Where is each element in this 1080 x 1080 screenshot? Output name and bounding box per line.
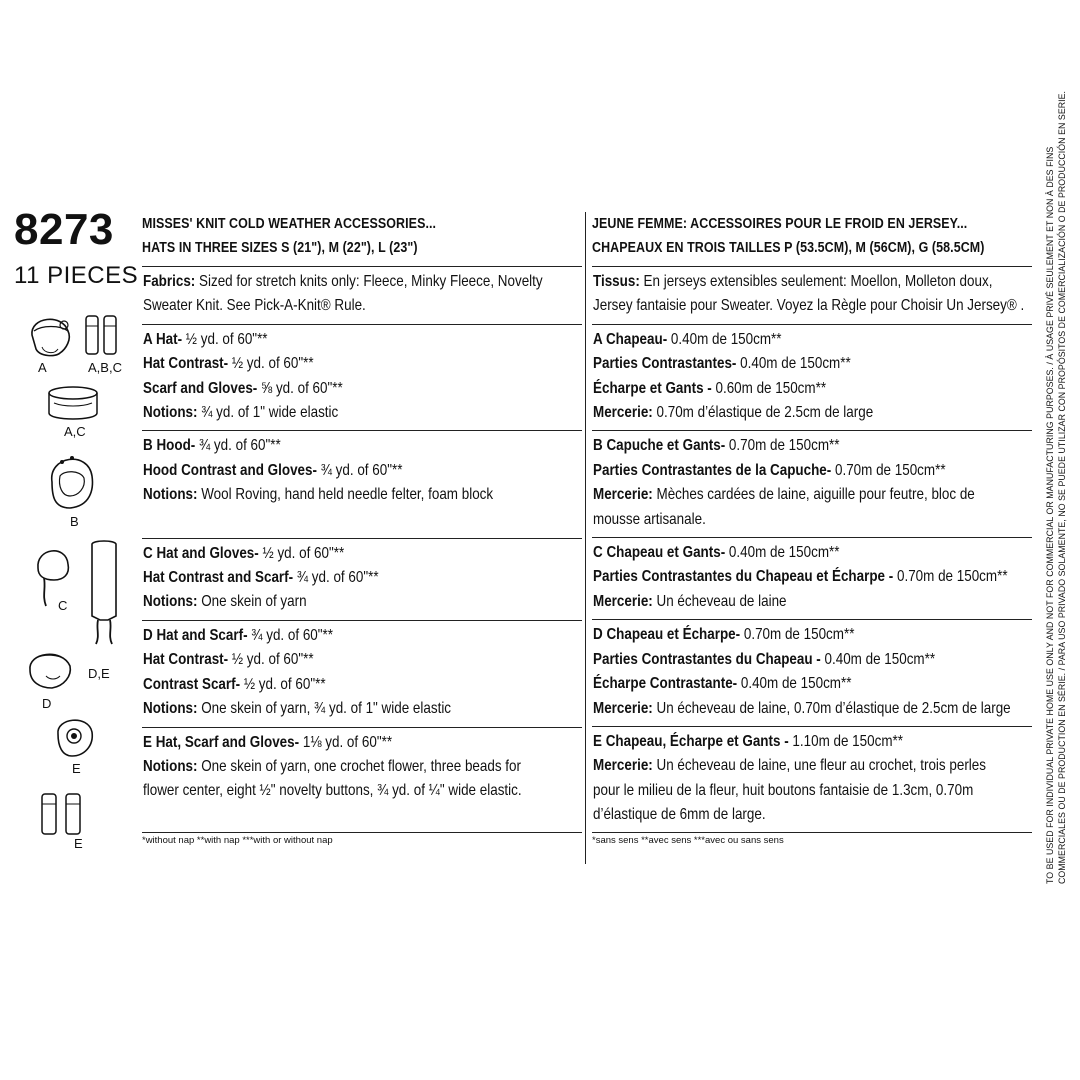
english-footnote: *without nap **with nap ***with or without nap <box>142 832 582 846</box>
hat-a-sketch-icon <box>22 305 80 363</box>
fr-e-text-1: 1.10m de 150cm** <box>788 732 903 750</box>
en-c-label-1: C Hat and Gloves- <box>143 544 259 562</box>
fr-e-text-2: Un écheveau de laine, une fleur au crochet, trois perles <box>652 757 986 775</box>
english-view-c <box>142 538 582 620</box>
en-e-label-1: E Hat, Scarf and Gloves- <box>143 733 300 751</box>
en-b-label-3: Notions: <box>143 486 198 504</box>
en-b-label-2: Hood Contrast and Gloves- <box>143 461 317 479</box>
en-e-text-2: One skein of yarn, one crochet flower, three beads for <box>197 757 521 775</box>
fr-e-text-3: pour le milieu de la fleur, huit boutons fantaisie de 1.3cm, 0.70m <box>593 781 974 799</box>
fr-b-text-4: mousse artisanale. <box>593 510 706 528</box>
en-d-label-1: D Hat and Scarf- <box>143 626 248 644</box>
legal-notice <box>1044 90 1078 884</box>
en-a-text-2: ½ yd. of 60"** <box>228 355 314 373</box>
english-title-2: HATS IN THREE SIZES S (21"), M (22"), L (23") <box>142 239 418 256</box>
fr-a-text-1: 0.40m de 150cm** <box>667 330 782 348</box>
fabrics-text-2: Sweater Knit. See Pick-A-Knit® Rule. <box>143 297 366 315</box>
fr-b-text-1: 0.70m de 150cm** <box>725 437 840 455</box>
thumb-label-e2: E <box>74 836 83 851</box>
fr-e-text-4: d’élastique de 6mm de large. <box>593 806 766 824</box>
pieces-count: 11 PIECES <box>14 262 139 289</box>
scarf-sketch-icon <box>84 538 124 648</box>
fr-d-label-2: Parties Contrastantes du Chapeau - <box>593 650 821 668</box>
thumb-label-e1: E <box>72 761 81 776</box>
thumb-label-d: D <box>42 696 52 711</box>
en-d-label-4: Notions: <box>143 700 198 718</box>
hood-sketch-icon <box>42 446 98 514</box>
fr-a-text-2: 0.40m de 150cm** <box>736 355 851 373</box>
thumb-label-abc: A,B,C <box>88 360 122 375</box>
en-c-label-2: Hat Contrast and Scarf- <box>143 569 294 587</box>
en-a-label-1: A Hat- <box>143 330 183 348</box>
fabrics-label: Fabrics: <box>143 273 196 290</box>
english-view-e <box>142 727 582 832</box>
english-view-a <box>142 324 582 431</box>
fr-b-label-3: Mercerie: <box>593 486 653 504</box>
fr-b-text-3: Mèches cardées de laine, aiguille pour feutre, bloc de <box>652 486 975 504</box>
fr-c-label-2: Parties Contrastantes du Chapeau et Écharpe - <box>593 568 894 586</box>
en-a-text-1: ½ yd. of 60"** <box>182 330 268 348</box>
french-title-2: CHAPEAUX EN TROIS TAILLES P (53.5CM), M (56CM), G (58.5CM) <box>592 239 985 256</box>
fr-d-text-2: 0.40m de 150cm** <box>820 650 936 668</box>
en-a-label-4: Notions: <box>143 404 198 422</box>
en-c-label-3: Notions: <box>143 593 198 611</box>
en-d-text-4: One skein of yarn, ¾ yd. of 1" wide elastic <box>197 700 452 718</box>
en-c-text-1: ½ yd. of 60"** <box>258 544 345 562</box>
legal-line-1: TO BE USED FOR INDIVIDUAL PRIVATE HOME USE ONLY AND NOT FOR COMMERCIAL OR MANUFACTURING PURPOSES. / À USAGE PRIVÉ SEULEMENT ET NON À DES FINS <box>1045 146 1055 884</box>
flower-hat-sketch-icon <box>52 710 96 760</box>
fr-c-label-3: Mercerie: <box>593 592 653 610</box>
en-e-text-1: 1⅛ yd. of 60"** <box>299 733 393 751</box>
fr-d-label-4: Mercerie: <box>593 699 653 717</box>
column-divider <box>585 212 586 864</box>
en-e-label-2: Notions: <box>143 757 198 775</box>
en-b-text-3: Wool Roving, hand held needle felter, foam block <box>197 486 494 504</box>
fr-a-label-2: Parties Contrastantes- <box>593 355 737 373</box>
en-b-text-1: ¾ yd. of 60"** <box>195 437 281 455</box>
en-c-text-2: ¾ yd. of 60"** <box>293 569 379 587</box>
en-b-label-1: B Hood- <box>143 437 196 455</box>
french-view-d <box>592 619 1032 726</box>
thumb-label-a: A <box>38 360 47 375</box>
french-column <box>592 212 1032 846</box>
en-e-text-3: flower center, eight ½" novelty buttons, ¾ yd. of ¼" wide elastic. <box>143 782 522 800</box>
french-view-b <box>592 430 1032 537</box>
french-view-e <box>592 726 1032 832</box>
fr-c-label-1: C Chapeau et Gants- <box>593 544 726 562</box>
fr-e-label-2: Mercerie: <box>593 757 653 775</box>
fr-a-label-3: Écharpe et Gants - <box>593 379 712 397</box>
fr-c-text-3: Un écheveau de laine <box>652 592 787 610</box>
fr-d-label-1: D Chapeau et Écharpe- <box>593 626 741 644</box>
en-d-text-3: ½ yd. of 60"** <box>240 675 326 693</box>
fr-a-text-4: 0.70m d’élastique de 2.5cm de large <box>652 404 874 422</box>
en-d-label-3: Contrast Scarf- <box>143 675 241 693</box>
thumb-label-b: B <box>70 514 79 529</box>
fr-b-label-2: Parties Contrastantes de la Capuche- <box>593 461 832 479</box>
english-column <box>142 212 582 846</box>
thumb-label-de: D,E <box>88 666 110 681</box>
tissus-text-2: Jersey fantaisie pour Sweater. Voyez la Règle pour Choisir Un Jersey® . <box>593 297 1025 315</box>
gloves-e-sketch-icon <box>38 792 88 840</box>
en-b-text-2: ¾ yd. of 60"** <box>316 461 403 479</box>
thumb-label-c: C <box>58 598 68 613</box>
french-view-c <box>592 537 1032 619</box>
french-fabrics <box>592 266 1032 324</box>
french-footnote: *sans sens **avec sens ***avec ou sans sens <box>592 832 1032 846</box>
fr-b-label-1: B Capuche et Gants- <box>593 437 726 455</box>
fr-d-text-4: Un écheveau de laine, 0.70m d’élastique de 2.5cm de large <box>652 699 1011 717</box>
en-d-text-2: ½ yd. of 60"** <box>228 651 314 669</box>
fr-d-text-1: 0.70m de 150cm** <box>740 626 855 644</box>
en-a-text-3: ⅝ yd. of 60"** <box>257 379 343 397</box>
pattern-number: 8273 <box>14 205 114 254</box>
en-c-text-3: One skein of yarn <box>197 593 307 611</box>
en-d-text-1: ¾ yd. of 60"** <box>247 626 334 644</box>
tissus-text-1: En jerseys extensibles seulement: Moellon, Molleton doux, <box>639 273 993 290</box>
english-title-1: MISSES' KNIT COLD WEATHER ACCESSORIES... <box>142 215 437 232</box>
fr-d-text-3: 0.40m de 150cm** <box>737 675 852 693</box>
english-view-d <box>142 620 582 727</box>
en-a-label-2: Hat Contrast- <box>143 355 229 373</box>
hat-contrast-sketch-icon <box>44 385 102 423</box>
fr-a-text-3: 0.60m de 150cm** <box>711 379 827 397</box>
gloves-sketch-icon <box>82 312 122 360</box>
english-view-b <box>142 430 582 537</box>
english-fabrics <box>142 266 582 324</box>
fr-c-text-2: 0.70m de 150cm** <box>893 568 1008 586</box>
fr-b-text-2: 0.70m de 150cm** <box>831 461 946 479</box>
en-a-text-4: ¾ yd. of 1" wide elastic <box>197 404 339 422</box>
thumb-label-ac: A,C <box>64 424 86 439</box>
fabrics-text-1: Sized for stretch knits only: Fleece, Minky Fleece, Novelty <box>195 273 543 290</box>
tissus-label: Tissus: <box>593 273 640 290</box>
fr-e-label-1: E Chapeau, Écharpe et Gants - <box>593 732 789 750</box>
hat-d-sketch-icon <box>22 640 78 696</box>
fr-a-label-1: A Chapeau- <box>593 330 668 348</box>
fr-a-label-4: Mercerie: <box>593 404 653 422</box>
en-d-label-2: Hat Contrast- <box>143 651 229 669</box>
legal-line-2: COMMERCIALES OU DE PRODUCTION EN SÉRIE. / PARA USO PRIVADO SOLAMENTE, NO SE PUEDE UTILIZAR CON PROPÓSITOS DE COMERCIALIZACIÓN O DE PRODUCCIÓN EN SERIE. <box>1057 90 1067 884</box>
french-view-a <box>592 324 1032 431</box>
en-a-label-3: Scarf and Gloves- <box>143 379 258 397</box>
fr-c-text-1: 0.40m de 150cm** <box>725 544 840 562</box>
french-title-1: JEUNE FEMME: ACCESSOIRES POUR LE FROID EN JERSEY... <box>592 215 968 232</box>
fr-d-label-3: Écharpe Contrastante- <box>593 675 738 693</box>
